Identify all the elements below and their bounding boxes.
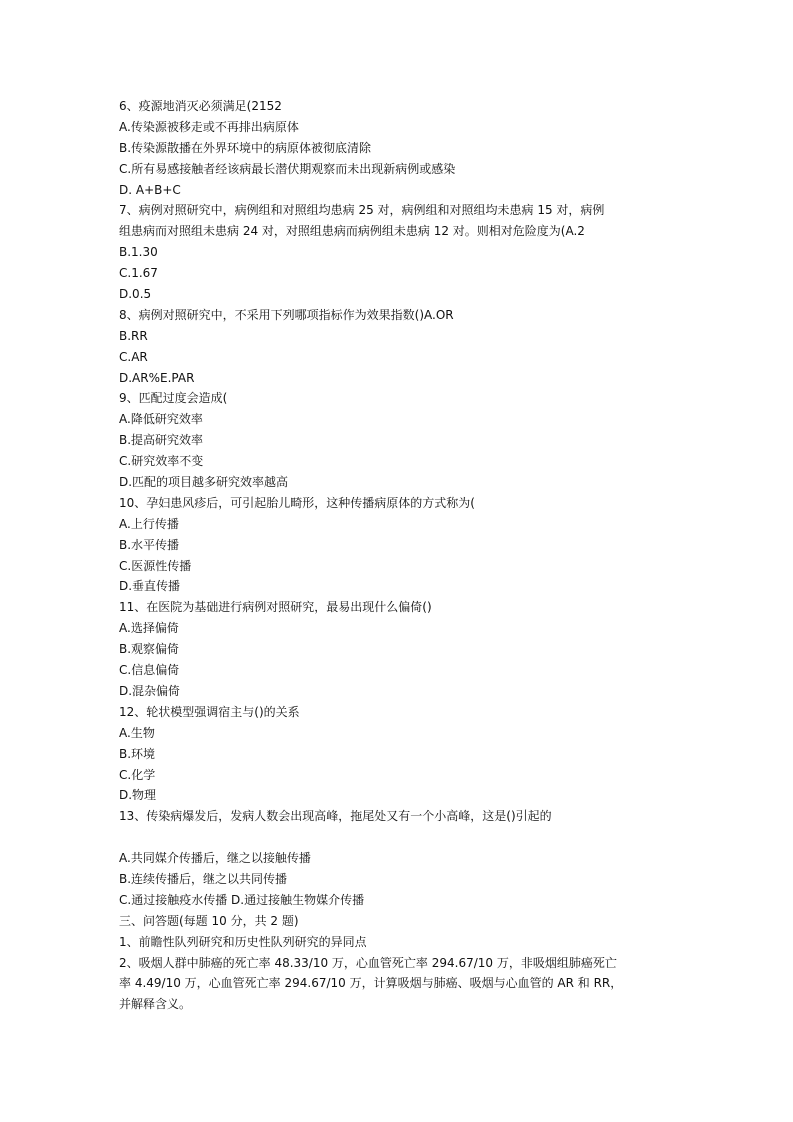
text-line: A.传染源被移走或不再排出病原体 [119,119,299,134]
text-line: D.0.5 [119,287,152,302]
text-line: 7、病例对照研究中，病例组和对照组均患病 25 对，病例组和对照组均未患病 15 对，病例 [119,203,605,218]
text-line: A.降低研究效率 [119,412,203,427]
text-line: D.匹配的项目越多研究效率越高 [119,475,289,490]
text-line: C.1.67 [119,266,158,281]
text-line: C.化学 [119,767,156,782]
text-line: 10、孕妇患风疹后，可引起胎儿畸形，这种传播病原体的方式称为( [119,495,475,510]
text-line: C.医源性传播 [119,558,192,573]
text-line: 8、病例对照研究中，不采用下列哪项指标作为效果指数()A.OR [119,307,454,322]
text-line: 2、吸烟人群中肺癌的死亡率 48.33/10 万，心血管死亡率 294.67/10 万，非吸烟组肺癌死亡 [119,955,617,970]
text-line: 9、匹配过度会造成( [119,391,228,406]
text-line: 13、传染病爆发后，发病人数会出现高峰，拖尾处又有一个小高峰，这是()引起的 [119,809,552,824]
text-line: D.AR%E.PAR [119,370,195,385]
text-line: B.传染源散播在外界环境中的病原体被彻底清除 [119,140,372,155]
text-line: B.RR [119,328,148,343]
text-line: B.观察偏倚 [119,642,180,657]
text-line: C.所有易感接触者经该病最长潜伏期观察而未出现新病例或感染 [119,161,456,176]
text-line: A.生物 [119,725,155,740]
text-line: B.1.30 [119,245,158,260]
text-line: D.垂直传播 [119,579,181,594]
text-line: 11、在医院为基础进行病例对照研究，最易出现什么偏倚() [119,600,432,615]
text-line: C.AR [119,349,148,364]
text-line: C.通过接触疫水传播 D.通过接触生物媒介传播 [119,892,365,907]
text-line: B.提高研究效率 [119,433,204,448]
text-line: A.选择偏倚 [119,621,179,636]
text-line: B.连续传播后，继之以共同传播 [119,871,288,886]
text-line: 6、疫源地消灭必须满足(2152 [119,99,282,113]
blank-line [119,827,679,848]
text-line: 率 4.49/10 万，心血管死亡率 294.67/10 万，计算吸烟与肺癌、吸烟与心血管的 AR 和 RR， [119,976,623,991]
section-heading: 三、问答题(每题 10 分，共 2 题) [119,913,299,928]
text-line: 12、轮状模型强调宿主与()的关系 [119,704,300,719]
text-line: B.环境 [119,746,156,761]
text-line: D.混杂偏倚 [119,683,181,698]
document-page [119,96,679,1015]
text-line: D. A+B+C [119,182,181,197]
text-line: D.物理 [119,788,157,803]
text-line: 组患病而对照组未患病 24 对，对照组患病而病例组未患病 12 对。则相对危险度为(A.2 [119,224,585,239]
text-line: A.共同媒介传播后，继之以接触传播 [119,851,311,866]
text-line: C.信息偏倚 [119,663,180,678]
text-line: A.上行传播 [119,516,179,531]
text-line: C.研究效率不变 [119,454,204,469]
text-line: 1、前瞻性队列研究和历史性队列研究的异同点 [119,934,367,949]
text-line: B.水平传播 [119,537,180,552]
text-line: 并解释含义。 [119,997,192,1012]
